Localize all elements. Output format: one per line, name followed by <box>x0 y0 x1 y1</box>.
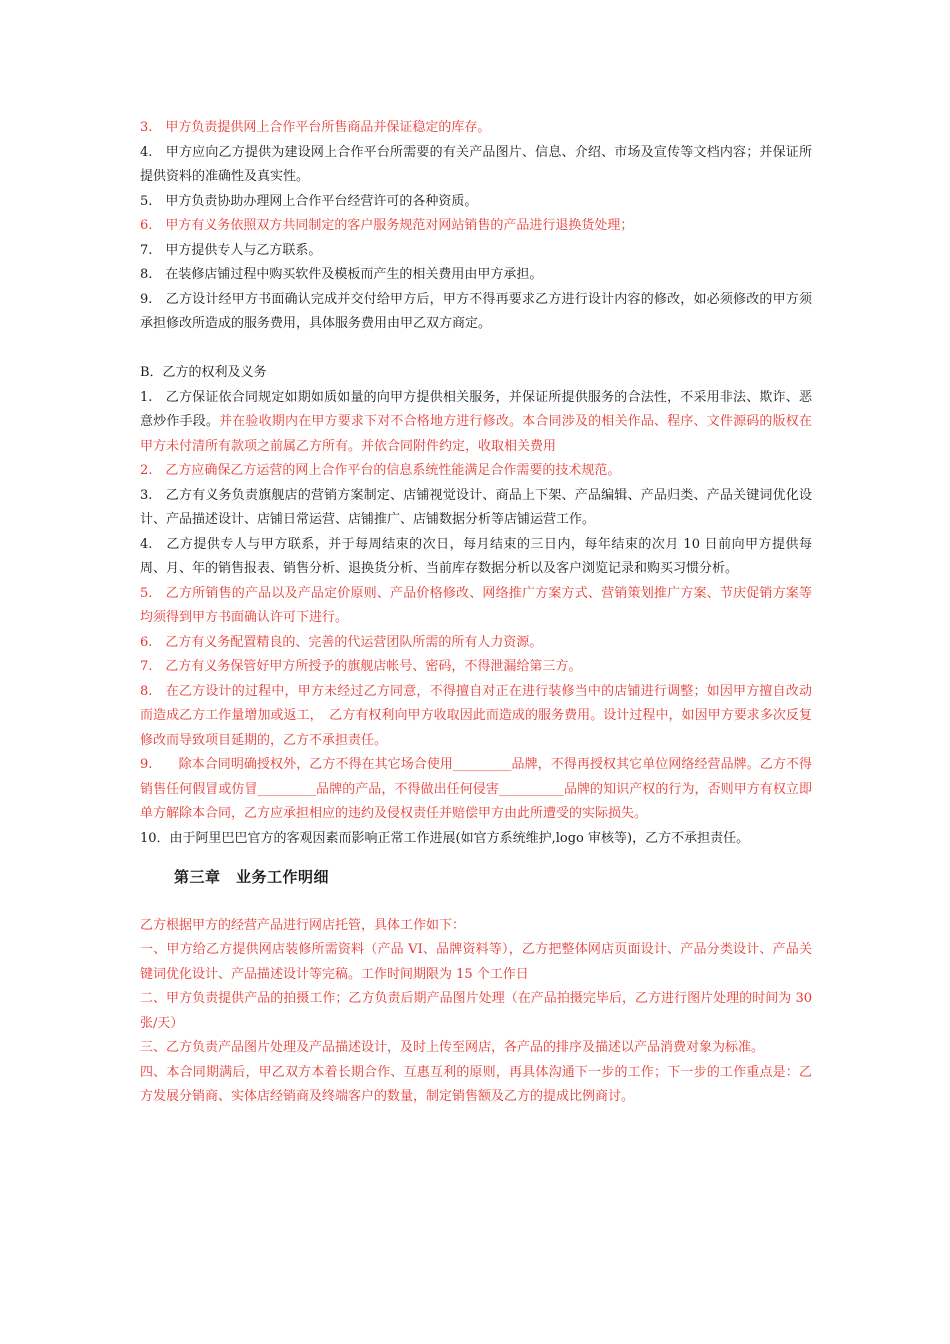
spacer <box>140 337 812 362</box>
clause-b1-red: 并在验收期内在甲方要求下对不合格地方进行修改。本合同涉及的相关作品、程序、文件源码的版权在甲方未付清所有款项之前属乙方所有。并依合同附件约定，收取相关费用 <box>140 414 812 454</box>
document-body <box>140 116 812 1110</box>
clause-a7: 7. 甲方提供专人与乙方联系。 <box>140 242 322 258</box>
clause-a8: 8. 在装修店铺过程中购买软件及模板而产生的相关费用由甲方承担。 <box>140 267 543 282</box>
clause-b8: 8. 在乙方设计的过程中，甲方未经过乙方同意，不得擅自对正在进行装修当中的店铺进行调整；如因甲方擅自改动而造成乙方工作量增加或返工， 乙方有权利向甲方收取因此而造成的服务费用。设计过程中，如因甲方要求多次反复修改而导致项目延期的，乙方不承担责任。 <box>140 683 812 748</box>
clause-b5: 5. 乙方所销售的产品以及产品定价原则、产品价格修改、网络推广方案方式、营销策划推广方案、节庆促销方案等均须得到甲方书面确认许可下进行。 <box>140 585 812 625</box>
clause-b1 <box>140 386 812 460</box>
clause-b2: 2. 乙方应确保乙方运营的网上合作平台的信息系统性能满足合作需要的技术规范。 <box>140 463 621 478</box>
clause-a5: 5. 甲方负责协助办理网上合作平台经营许可的各种资质。 <box>140 193 478 209</box>
party-a-duties <box>140 116 812 337</box>
clause-b7: 7. 乙方有义务保管好甲方所授予的旗舰店帐号、密码，不得泄漏给第三方。 <box>140 659 582 674</box>
chapter-3-item-2: 二、甲方负责提供产品的拍摄工作；乙方负责后期产品图片处理（在产品拍摄完毕后，乙方进行图片处理的时间为 30 张/天） <box>140 991 812 1031</box>
spacer <box>140 851 812 865</box>
clause-a6: 6. 甲方有义务依照双方共同制定的客户服务规范对网站销售的产品进行退换货处理； <box>140 218 634 233</box>
chapter-3-item-4: 四、本合同期满后，甲乙双方本着长期合作、互惠互利的原则，再具体沟通下一步的工作；下一步的工作重点是：乙方发展分销商、实体店经销商及终端客户的数量，制定销售额及乙方的提成比例商讨。 <box>140 1064 812 1104</box>
clause-b10: 10．由于阿里巴巴官方的客观因素而影响正常工作进展(如官方系统维护,logo 审核等)，乙方不承担责任。 <box>140 830 750 846</box>
chapter-3-body <box>140 914 812 1110</box>
clause-b6: 6. 乙方有义务配置精良的、完善的代运营团队所需的所有人力资源。 <box>140 634 543 650</box>
clause-b3: 3. 乙方有义务负责旗舰店的营销方案制定、店铺视觉设计、商品上下架、产品编辑、产品归类、产品关键词优化设计、产品描述设计、店铺日常运营、店铺推广、店铺数据分析等店铺运营工作。 <box>140 487 812 527</box>
section-b-title: B．乙方的权利及义务 <box>140 365 267 380</box>
clause-b9: 9. 除本合同明确授权外，乙方不得在其它场合使用_________品牌，不得再授权其它单位网络经营品牌。乙方不得销售任何假冒或仿冒_________品牌的产品，不得做出任何侵害__________品牌的知识产权的行为，否则甲方有权立即单方解除本合同，乙方应承担相应的违约及侵权责任并赔偿甲方由此所遭受的实际损失。 <box>140 757 812 821</box>
chapter-3-item-1: 一、甲方给乙方提供网店装修所需资料（产品 VI、品牌资料等），乙方把整体网店页面设计、产品分类设计、产品关键词优化设计、产品描述设计等完稿。工作时间期限为 15 个工作日 <box>140 942 812 982</box>
clause-b1-main: 1. 乙方保证依合同规定如期如质如量的向甲方提供相关服务，并保证所提供服务的合法性，不采用非法、欺诈、恶意炒作手段。 <box>140 389 812 429</box>
spacer <box>140 889 812 914</box>
clause-b4: 4. 乙方提供专人与甲方联系，并于每周结束的次日，每月结束的三日内，每年结束的次月 10 日前向甲方提供每周、月、年的销售报表、销售分析、退换货分析、当前库存数据分析以及客户浏览记录和购买习惯分析。 <box>140 536 812 576</box>
clause-a9: 9. 乙方设计经甲方书面确认完成并交付给甲方后，甲方不得再要求乙方进行设计内容的修改，如必须修改的甲方须承担修改所造成的服务费用，具体服务费用由甲乙双方商定。 <box>140 291 812 331</box>
section-b <box>140 361 812 851</box>
chapter-3-heading: 第三章 业务工作明细 <box>174 868 330 886</box>
chapter-3-intro: 乙方根据甲方的经营产品进行网店托管，具体工作如下： <box>140 917 466 933</box>
clause-a4: 4. 甲方应向乙方提供为建设网上合作平台所需要的有关产品图片、信息、介绍、市场及宣传等文档内容；并保证所提供资料的准确性及真实性。 <box>140 144 812 184</box>
chapter-3-item-3: 三、乙方负责产品图片处理及产品描述设计，及时上传至网店，各产品的排序及描述以产品消费对象为标准。 <box>140 1040 765 1055</box>
clause-a3: 3. 甲方负责提供网上合作平台所售商品并保证稳定的库存。 <box>140 120 491 135</box>
